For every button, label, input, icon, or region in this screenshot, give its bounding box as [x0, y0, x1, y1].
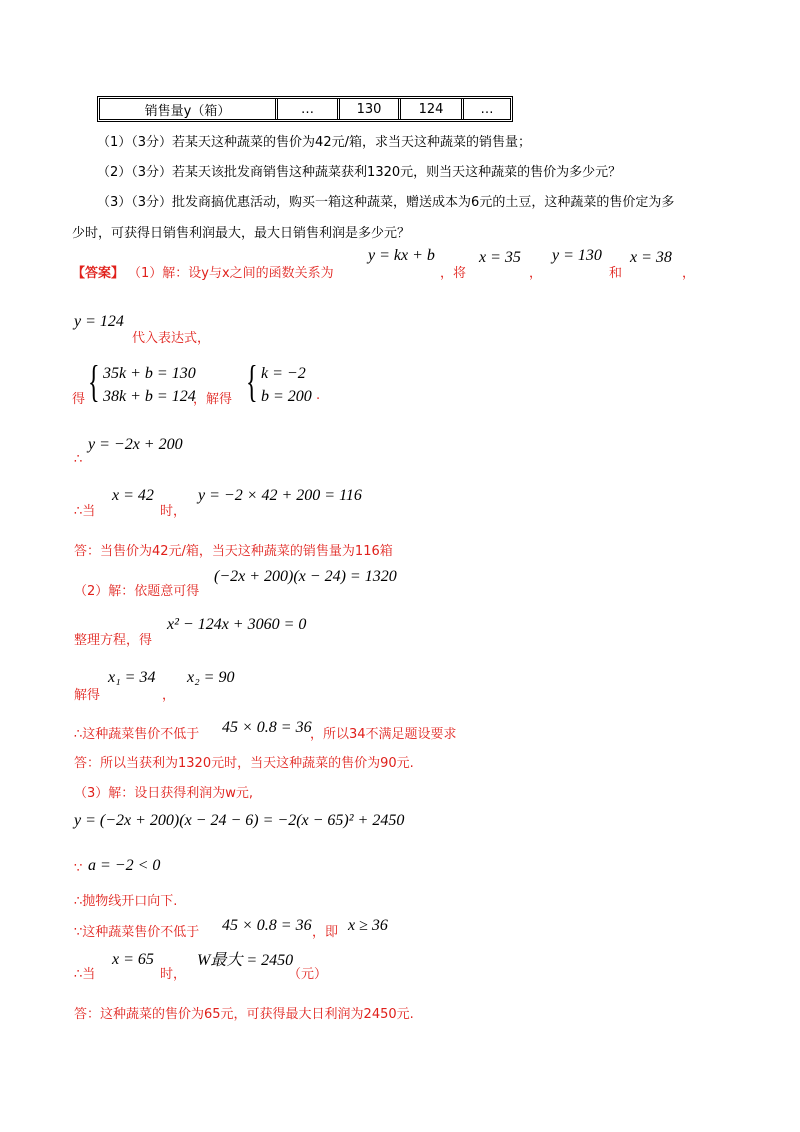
text: ，	[682, 266, 696, 281]
text: 时，	[160, 504, 187, 519]
text: ∴当	[74, 967, 96, 982]
answer-3-final: 答：这种蔬菜的售价为65元，可获得最大日利润为2450元.	[74, 1007, 414, 1022]
sales-table	[97, 96, 513, 122]
text: ，	[162, 688, 176, 703]
text: .	[316, 388, 321, 403]
question-3-line-2: 少时，可获得日销售利润最大，最大日销售利润是多少元？	[72, 226, 411, 241]
text: （元）	[288, 967, 328, 982]
answer-3-intro: （3）解：设日获得利润为w元,	[74, 786, 254, 801]
text: ，即	[312, 925, 339, 940]
equation: y = kx + b	[368, 247, 435, 264]
equation: x² − 124x + 3060 = 0	[167, 616, 307, 633]
table-cell: 124	[401, 99, 464, 119]
answer-2-final: 答：所以当获利为1320元时，当天这种蔬菜的售价为90元.	[74, 756, 414, 771]
text: ，解得	[193, 392, 233, 407]
equation: a = −2 < 0	[88, 857, 161, 874]
text: ，将	[440, 266, 467, 281]
table-row-label: 销售量y（箱）	[100, 99, 278, 119]
question-1: （1）（3分）若某天这种蔬菜的售价为42元/箱，求当天这种蔬菜的销售量；	[97, 135, 531, 150]
table-cell: …	[278, 99, 340, 119]
text: ∴这种蔬菜售价不低于	[74, 727, 200, 742]
question-2: （2）（3分）若某天该批发商销售这种蔬菜获利1320元，则当天这种蔬菜的售价为多少元？	[97, 165, 622, 180]
text: 得	[72, 392, 86, 407]
equation: W最大 = 2450	[197, 952, 294, 969]
equation: y = (−2x + 200)(x − 24 − 6) = −2(x − 65)² + 2450	[74, 812, 405, 829]
left-brace-icon: {	[246, 357, 258, 406]
text: ，	[529, 266, 543, 281]
equation: x = 65	[112, 951, 154, 968]
answer-1-intro: （1）解：设y与x之间的函数关系为	[128, 266, 334, 281]
equation: 38k + b = 124	[103, 388, 196, 405]
equation: 45 × 0.8 = 36	[222, 719, 312, 736]
equation: y = −2x + 200	[88, 436, 183, 453]
therefore-icon: ∴	[74, 452, 83, 467]
equation: y = 130	[552, 247, 602, 264]
text: ∴抛物线开口向下.	[74, 894, 178, 909]
answer-tag: 【答案】	[72, 266, 125, 281]
equation: x = 42	[112, 487, 154, 504]
equation: 35k + b = 130	[103, 365, 196, 382]
answer-1-final: 答：当售价为42元/箱，当天这种蔬菜的销售量为116箱	[74, 544, 393, 559]
text: ∴当	[74, 504, 96, 519]
equation: b = 200	[261, 388, 312, 405]
equation: x₁ = 34	[108, 669, 156, 686]
table-cell: …	[480, 101, 494, 117]
equation: x₂ = 90	[187, 669, 235, 686]
text: ∵这种蔬菜售价不低于	[74, 925, 200, 940]
question-3-line-1: （3）（3分）批发商搞优惠活动，购买一箱这种蔬菜，赠送成本为6元的土豆，这种蔬菜的售价定为多	[97, 195, 675, 210]
text: 整理方程，得	[74, 633, 153, 648]
equation: (−2x + 200)(x − 24) = 1320	[214, 568, 397, 585]
left-brace-icon: {	[88, 357, 100, 406]
because-icon: ∵	[74, 861, 83, 876]
text: 时，	[160, 967, 187, 982]
equation: x ≥ 36	[348, 917, 388, 934]
text: 解得	[74, 688, 101, 703]
table-cell: 130	[340, 99, 401, 119]
text: ，所以34不满足题设要求	[310, 727, 457, 742]
equation: x = 38	[630, 249, 672, 266]
equation: x = 35	[479, 249, 521, 266]
equation: y = 124	[74, 313, 124, 330]
equation: 45 × 0.8 = 36	[222, 917, 312, 934]
answer-2-intro: （2）解：依题意可得	[74, 584, 200, 599]
equation: k = −2	[261, 365, 306, 382]
text: 和	[609, 266, 623, 281]
equation: y = −2 × 42 + 200 = 116	[198, 487, 362, 504]
text: 代入表达式，	[132, 331, 211, 346]
